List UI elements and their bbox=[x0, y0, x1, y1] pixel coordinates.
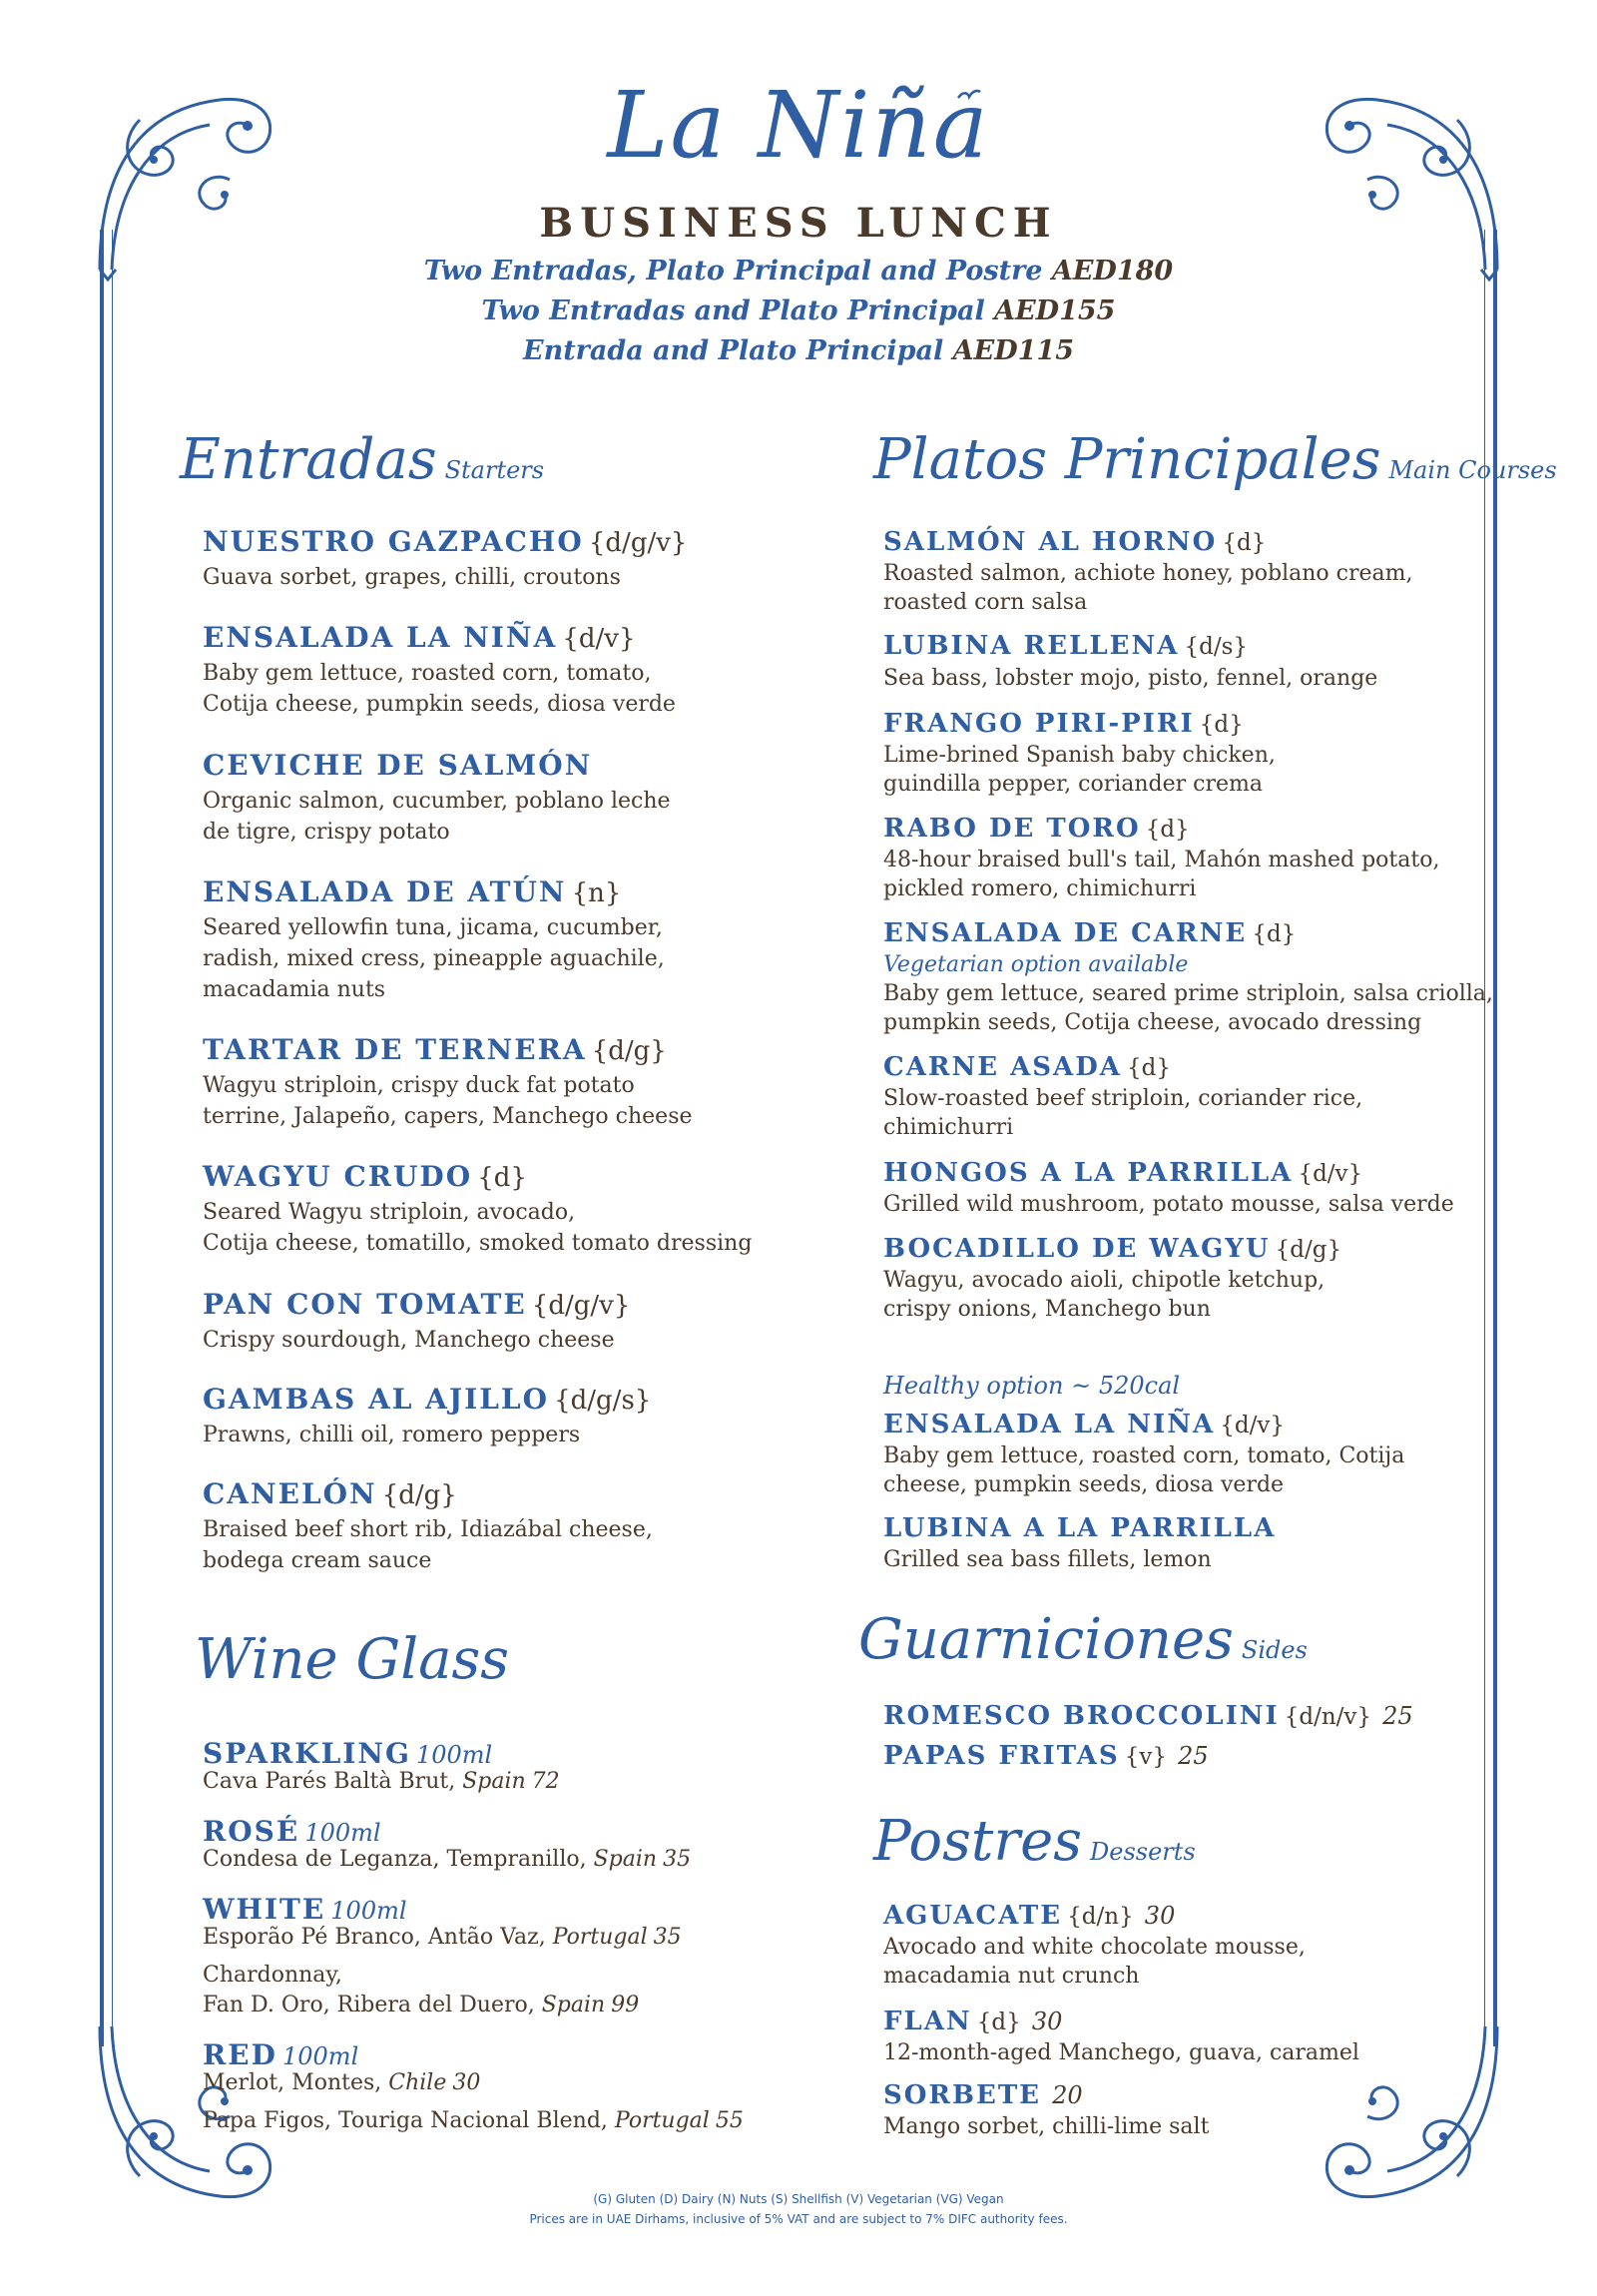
wine-origin: Spain bbox=[593, 1847, 658, 1872]
wine-group-title bbox=[203, 1737, 492, 1770]
item-name: LUBINA RELLENA bbox=[883, 631, 1180, 661]
wine-pour-size: 100ml bbox=[330, 1897, 407, 1925]
frame-left-line bbox=[100, 230, 104, 2046]
offer-price: AED180 bbox=[1051, 256, 1174, 287]
offer-line bbox=[0, 335, 1597, 366]
item-description: Baby gem lettuce, roasted corn, tomato, Cotija bbox=[883, 1443, 1405, 1468]
item-name: RABO DE TORO bbox=[883, 814, 1141, 844]
item-diet-tag: {d/g} bbox=[591, 1036, 667, 1066]
item-name: CARNE ASADA bbox=[883, 1052, 1122, 1082]
item-description: Baby gem lettuce, roasted corn, tomato, bbox=[203, 661, 652, 686]
item-note: Vegetarian option available bbox=[883, 952, 1189, 977]
item-name: HONGOS A LA PARRILLA bbox=[883, 1158, 1294, 1188]
menu-item-title bbox=[883, 1052, 1171, 1082]
item-description: Sea bass, lobster mojo, pisto, fennel, orange bbox=[883, 666, 1378, 691]
wine-line bbox=[203, 1963, 342, 1988]
item-name: TARTAR DE TERNERA bbox=[203, 1033, 587, 1066]
offer-description: Two Entradas and Plato Principal bbox=[481, 295, 985, 326]
item-price: 30 bbox=[1031, 2008, 1063, 2035]
item-name: PAPAS FRITAS bbox=[883, 1741, 1120, 1771]
offer-description: Entrada and Plato Principal bbox=[523, 335, 944, 366]
menu-item-title bbox=[883, 1513, 1276, 1543]
wine-group-title bbox=[203, 2038, 358, 2071]
wine-name: Merlot, Montes, bbox=[203, 2070, 389, 2095]
item-diet-tag: {d/s} bbox=[1184, 634, 1249, 660]
item-diet-tag: {d/g/s} bbox=[554, 1386, 652, 1416]
item-price: 20 bbox=[1052, 2081, 1083, 2109]
item-description: Organic salmon, cucumber, poblano leche bbox=[203, 789, 671, 814]
item-description: bodega cream sauce bbox=[203, 1548, 432, 1573]
item-name: BOCADILLO DE WAGYU bbox=[883, 1234, 1271, 1264]
item-name: FRANGO PIRI-PIRI bbox=[883, 709, 1195, 739]
menu-item-title bbox=[883, 1158, 1362, 1188]
wine-name: Esporão Pé Branco, Antão Vaz, bbox=[203, 1925, 553, 1950]
item-name: GAMBAS AL AJILLO bbox=[203, 1383, 549, 1416]
wine-group-name: RED bbox=[203, 2038, 277, 2071]
item-name: ENSALADA LA NIÑA bbox=[883, 1410, 1216, 1439]
item-diet-tag: {d/g/v} bbox=[531, 1291, 631, 1321]
section-title: Platos Principales bbox=[873, 427, 1381, 492]
menu-item-title bbox=[883, 1234, 1341, 1264]
item-description: macadamia nut crunch bbox=[883, 1964, 1140, 1989]
menu-item-title bbox=[883, 2007, 1062, 2036]
item-description: Guava sorbet, grapes, chilli, croutons bbox=[203, 565, 621, 590]
section-heading-postres bbox=[873, 1809, 1196, 1874]
menu-item-title bbox=[203, 525, 687, 558]
wine-origin: Portugal bbox=[552, 1925, 648, 1950]
item-diet-tag: {d/v} bbox=[562, 624, 636, 654]
item-diet-tag: {d} bbox=[477, 1163, 527, 1193]
menu-item-title bbox=[883, 814, 1190, 844]
item-diet-tag: {d/g} bbox=[381, 1480, 457, 1510]
item-diet-tag: {d} bbox=[976, 2009, 1021, 2035]
brand-logo: La Niña bbox=[607, 72, 990, 179]
item-name: ENSALADA DE ATÚN bbox=[203, 875, 567, 908]
item-description: Cotija cheese, pumpkin seeds, diosa verde bbox=[203, 692, 676, 717]
wine-name: Papa Figos, Touriga Nacional Blend, bbox=[203, 2108, 615, 2133]
item-name: ROMESCO BROCCOLINI bbox=[883, 1701, 1280, 1731]
offer-line bbox=[0, 295, 1597, 326]
menu-item-title bbox=[883, 631, 1248, 661]
menu-item-title bbox=[203, 1033, 667, 1066]
item-description: radish, mixed cress, pineapple aguachile, bbox=[203, 946, 665, 971]
item-name: ENSALADA DE CARNE bbox=[883, 918, 1248, 948]
wine-pour-size: 100ml bbox=[304, 1819, 381, 1847]
wine-line bbox=[203, 1769, 560, 1794]
menu-item-title bbox=[883, 918, 1296, 948]
item-name: SALMÓN AL HORNO bbox=[883, 527, 1218, 557]
menu-item-title bbox=[203, 875, 621, 908]
section-subtitle: Desserts bbox=[1090, 1838, 1196, 1866]
item-name: PAN CON TOMATE bbox=[203, 1288, 527, 1321]
menu-item-title bbox=[203, 1383, 651, 1416]
item-description: 12-month-aged Manchego, guava, caramel bbox=[883, 2040, 1359, 2065]
item-price: 25 bbox=[1382, 1702, 1413, 1730]
item-diet-tag: {d} bbox=[1127, 1055, 1172, 1081]
price-disclaimer: Prices are in UAE Dirhams, inclusive of 5% VAT and are subject to 7% DIFC authority fees. bbox=[529, 2212, 1068, 2226]
wine-origin: Spain bbox=[541, 1993, 606, 2017]
frame-left-line-inner bbox=[112, 230, 113, 2046]
item-description: cheese, pumpkin seeds, diosa verde bbox=[883, 1472, 1285, 1497]
item-description: pumpkin seeds, Cotija cheese, avocado dressing bbox=[883, 1010, 1422, 1035]
item-name: SORBETE bbox=[883, 2080, 1041, 2110]
section-title: Postres bbox=[873, 1809, 1083, 1874]
menu-item-title bbox=[883, 1701, 1413, 1731]
wine-price: 99 bbox=[611, 1993, 640, 2017]
section-subtitle: Starters bbox=[444, 456, 545, 484]
wine-price: 35 bbox=[653, 1925, 682, 1950]
wine-price: 35 bbox=[663, 1847, 692, 1872]
item-diet-tag: {d} bbox=[1145, 817, 1190, 843]
item-diet-tag: {d} bbox=[1252, 921, 1297, 947]
item-diet-tag: {d/v} bbox=[1220, 1413, 1285, 1438]
item-price: 25 bbox=[1178, 1742, 1209, 1770]
item-description: terrine, Jalapeño, capers, Manchego cheese bbox=[203, 1104, 693, 1129]
section-heading-wine bbox=[195, 1627, 509, 1692]
item-diet-tag: {d/n/v} bbox=[1284, 1704, 1372, 1730]
item-diet-tag: {d/g/v} bbox=[588, 528, 688, 558]
item-description: Roasted salmon, achiote honey, poblano cream, bbox=[883, 561, 1413, 586]
item-description: macadamia nuts bbox=[203, 977, 386, 1002]
wine-origin: Chile bbox=[388, 2070, 447, 2095]
item-description: Wagyu, avocado aioli, chipotle ketchup, bbox=[883, 1268, 1326, 1293]
item-name: LUBINA A LA PARRILLA bbox=[883, 1513, 1277, 1543]
allergen-legend: (G) Gluten (D) Dairy (N) Nuts (S) Shellfish (V) Vegetarian (VG) Vegan bbox=[593, 2192, 1004, 2206]
healthy-option-label: Healthy option ~ 520cal bbox=[883, 1372, 1181, 1400]
item-description: chimichurri bbox=[883, 1115, 1014, 1140]
wine-name: Condesa de Leganza, Tempranillo, bbox=[203, 1847, 594, 1872]
item-price: 30 bbox=[1144, 1902, 1176, 1930]
item-name: CEVICHE DE SALMÓN bbox=[203, 749, 593, 782]
menu-item-title bbox=[203, 1160, 527, 1193]
item-description: Avocado and white chocolate mousse, bbox=[883, 1935, 1306, 1960]
frame-right-line-inner bbox=[1484, 230, 1485, 2046]
wine-price: 55 bbox=[715, 2108, 744, 2133]
offer-price: AED155 bbox=[994, 295, 1116, 326]
wine-origin: Portugal bbox=[614, 2108, 710, 2133]
wine-group-name: ROSÉ bbox=[203, 1815, 300, 1848]
wine-origin: Spain bbox=[462, 1769, 526, 1794]
wine-group-name: SPARKLING bbox=[203, 1737, 411, 1770]
wine-pour-size: 100ml bbox=[415, 1741, 493, 1769]
item-description: Wagyu striploin, crispy duck fat potato bbox=[203, 1073, 635, 1098]
item-diet-tag: {d/n} bbox=[1067, 1904, 1134, 1930]
item-description: Baby gem lettuce, seared prime striploin, salsa criolla, bbox=[883, 981, 1493, 1006]
wine-group-name: WHITE bbox=[203, 1893, 326, 1926]
wine-name: Cava Parés Baltà Brut, bbox=[203, 1769, 463, 1794]
section-title: Entradas bbox=[180, 427, 437, 492]
section-title: Wine Glass bbox=[195, 1627, 509, 1692]
wine-name: Fan D. Oro, Ribera del Duero, bbox=[203, 1993, 542, 2017]
item-description: Mango sorbet, chilli-lime salt bbox=[883, 2114, 1210, 2139]
item-description: crispy onions, Manchego bun bbox=[883, 1297, 1211, 1322]
section-subtitle: Sides bbox=[1241, 1636, 1308, 1664]
offer-line bbox=[0, 256, 1597, 287]
item-description: Slow-roasted beef striploin, coriander rice, bbox=[883, 1086, 1363, 1111]
wine-line bbox=[203, 2070, 480, 2095]
wine-line bbox=[203, 2108, 744, 2133]
item-name: CANELÓN bbox=[203, 1477, 377, 1510]
item-diet-tag: {n} bbox=[571, 878, 622, 908]
item-description: Grilled sea bass fillets, lemon bbox=[883, 1547, 1212, 1572]
page-title: BUSINESS LUNCH bbox=[539, 200, 1058, 247]
section-title: Guarniciones bbox=[858, 1607, 1234, 1672]
menu-item-title bbox=[883, 1410, 1285, 1439]
item-description: Grilled wild mushroom, potato mousse, salsa verde bbox=[883, 1192, 1454, 1217]
item-description: guindilla pepper, coriander crema bbox=[883, 772, 1263, 797]
menu-item-title bbox=[883, 709, 1244, 739]
item-description: Cotija cheese, tomatillo, smoked tomato dressing bbox=[203, 1231, 753, 1256]
corner-ornament-bottom-right bbox=[1308, 2007, 1517, 2216]
wine-line bbox=[203, 1847, 691, 1872]
wine-price: 72 bbox=[531, 1769, 560, 1794]
item-name: FLAN bbox=[883, 2007, 972, 2036]
item-diet-tag: {d} bbox=[1222, 530, 1267, 556]
item-diet-tag: {d/g} bbox=[1275, 1237, 1342, 1263]
section-heading-principales bbox=[873, 427, 1557, 492]
item-description: pickled romero, chimichurri bbox=[883, 876, 1197, 901]
frame-right-line bbox=[1493, 230, 1497, 2046]
item-description: Crispy sourdough, Manchego cheese bbox=[203, 1328, 615, 1353]
wine-price: 30 bbox=[452, 2070, 481, 2095]
section-heading-entradas bbox=[180, 427, 544, 492]
section-subtitle: Main Courses bbox=[1388, 456, 1557, 484]
menu-item-title bbox=[883, 527, 1266, 557]
item-diet-tag: {v} bbox=[1124, 1744, 1167, 1770]
item-description: de tigre, crispy potato bbox=[203, 820, 450, 845]
item-name: WAGYU CRUDO bbox=[203, 1160, 473, 1193]
menu-item-title bbox=[883, 1901, 1175, 1931]
wine-name: Chardonnay, bbox=[203, 1963, 342, 1988]
menu-item-title bbox=[203, 1288, 630, 1321]
section-heading-guarniciones bbox=[858, 1607, 1308, 1672]
item-description: 48-hour braised bull's tail, Mahón mashed potato, bbox=[883, 848, 1440, 872]
item-name: ENSALADA LA NIÑA bbox=[203, 621, 558, 654]
menu-item-title bbox=[203, 1477, 457, 1510]
wine-group-title bbox=[203, 1893, 407, 1926]
offer-price: AED115 bbox=[952, 335, 1074, 366]
item-name: NUESTRO GAZPACHO bbox=[203, 525, 584, 558]
wine-group-title bbox=[203, 1815, 381, 1848]
wine-pour-size: 100ml bbox=[282, 2042, 359, 2070]
menu-item-title bbox=[203, 749, 592, 782]
menu-item-title bbox=[883, 2080, 1083, 2110]
item-description: Lime-brined Spanish baby chicken, bbox=[883, 743, 1276, 768]
item-description: Braised beef short rib, Idiazábal cheese, bbox=[203, 1517, 653, 1542]
item-description: roasted corn salsa bbox=[883, 590, 1088, 615]
bird-icon bbox=[956, 88, 982, 102]
menu-item-title bbox=[203, 621, 636, 654]
item-description: Prawns, chilli oil, romero peppers bbox=[203, 1423, 581, 1447]
wine-line bbox=[203, 1925, 682, 1950]
item-description: Seared Wagyu striploin, avocado, bbox=[203, 1200, 576, 1225]
item-name: AGUACATE bbox=[883, 1901, 1063, 1931]
item-description: Seared yellowfin tuna, jicama, cucumber, bbox=[203, 915, 663, 940]
item-diet-tag: {d} bbox=[1199, 712, 1244, 738]
menu-item-title bbox=[883, 1741, 1209, 1771]
wine-line bbox=[203, 1993, 639, 2017]
item-diet-tag: {d/v} bbox=[1298, 1161, 1363, 1187]
offer-description: Two Entradas, Plato Principal and Postre bbox=[423, 256, 1043, 287]
